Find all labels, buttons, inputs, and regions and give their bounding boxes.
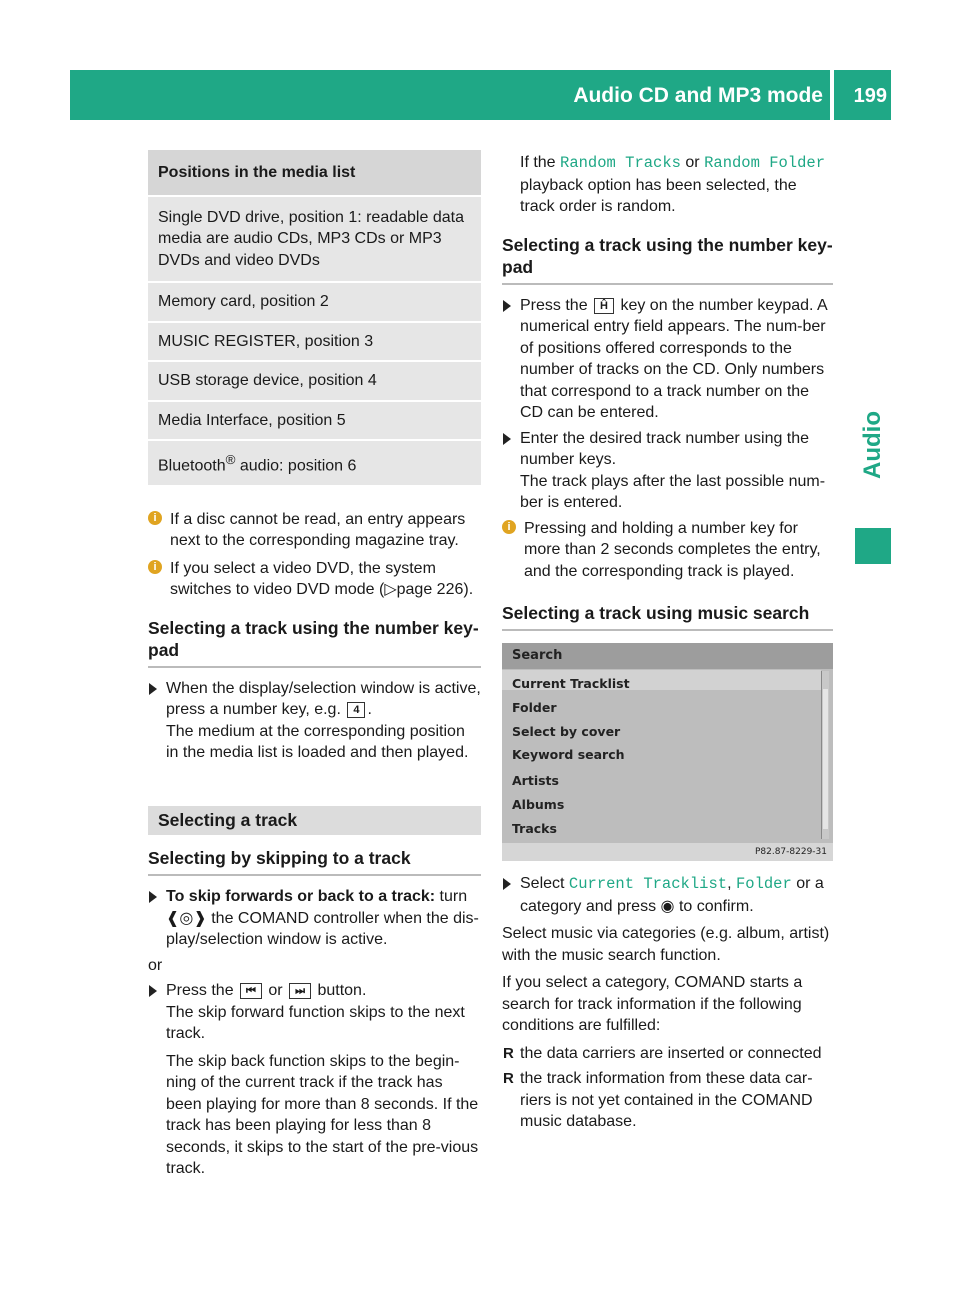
section-marker xyxy=(855,528,891,564)
search-menu-screenshot xyxy=(502,643,833,861)
or-separator: or xyxy=(148,956,163,974)
list-item: R the data carriers are inserted or connected xyxy=(502,1043,833,1065)
table-row: Memory card, position 2 xyxy=(148,282,481,322)
divider xyxy=(148,666,481,668)
section-tab-label: Audio xyxy=(859,411,886,479)
instruction-step: To skip forwards or back to a track: turn ❰◎❱ the COMAND controller when the dis-play/selection window is active. xyxy=(148,886,481,951)
option-random-folder: Random Folder xyxy=(704,154,826,172)
menu-item-tracks[interactable]: Tracks xyxy=(512,821,557,836)
info-note: i If you select a video DVD, the system switches to video DVD mode (▷page 226). xyxy=(148,558,481,601)
paragraph: Select music via categories (e.g. album, artist) with the music search function. xyxy=(502,925,830,964)
instruction-step: Press the ⏮ or ⏭ button. The skip forward function skips to the next track. xyxy=(148,980,481,1045)
step-arrow-icon xyxy=(149,985,157,997)
paragraph: The skip back function skips to the begin-ning of the current track if the track has been playing for more than 8 seconds. If the track has been playing for less than 8 seconds, it skips to the start of the pre-vious track. xyxy=(166,1052,479,1178)
controller-press-icon: ◉ xyxy=(660,897,675,915)
section-heading: Selecting a track using the number key-pad xyxy=(502,234,833,277)
table-row xyxy=(148,440,481,486)
scrollbar[interactable] xyxy=(821,671,829,839)
screen-title: Search xyxy=(502,643,833,669)
divider xyxy=(148,874,481,876)
list-item: R the track information from these data car-riers is not yet contained in the COMAND music database. xyxy=(503,1070,813,1130)
skip-forward-icon: ⏭ xyxy=(289,983,311,999)
instruction-step: Enter the desired track number using the number keys. The track plays after the last possible num-ber is entered. xyxy=(502,428,833,514)
bullet-icon: R xyxy=(503,1070,514,1087)
section-heading: Selecting a track using music search xyxy=(502,603,810,623)
step-arrow-icon xyxy=(503,433,511,445)
paragraph: If you select a category, COMAND starts a search for track information if the following conditions are fulfilled: xyxy=(502,974,803,1034)
table-heading: Positions in the media list xyxy=(148,150,481,196)
option-random-tracks: Random Tracks xyxy=(560,154,681,172)
option-current-tracklist: Current Tracklist xyxy=(568,875,728,893)
menu-item-keyword-search[interactable]: Keyword search xyxy=(512,747,625,762)
figure-code: P82.87-8229-31 xyxy=(502,843,833,861)
divider xyxy=(502,283,833,285)
page-header xyxy=(70,70,891,120)
step-arrow-icon xyxy=(149,683,157,695)
step-arrow-icon xyxy=(503,300,511,312)
section-tab xyxy=(855,390,891,500)
registered-mark: ® xyxy=(225,452,236,467)
number-key-4-icon: 4 xyxy=(347,702,365,718)
page-reference[interactable]: page 226 xyxy=(396,581,464,599)
divider xyxy=(502,629,833,631)
menu-item-artists[interactable]: Artists xyxy=(512,773,559,788)
instruction-step: When the display/selection window is active, press a number key, e.g. 4 . The medium at the corresponding position in the media list is loaded and then played. xyxy=(148,678,481,764)
controller-turn-icon: ❰◎❱ xyxy=(166,909,207,927)
section-heading: Selecting a track using the number key-pad xyxy=(148,617,479,660)
page-ref-arrow-icon: ▷ xyxy=(384,581,397,599)
right-column xyxy=(502,150,833,1133)
skip-back-icon: ⏮ xyxy=(240,983,262,999)
menu-item-current-tracklist[interactable]: Current Tracklist xyxy=(512,676,630,691)
instruction-step: Select Current Tracklist, Folder or a category and press ◉ to confirm. xyxy=(502,873,833,917)
info-note: i Pressing and holding a number key for more than 2 seconds completes the entry, and the corresponding track is played. xyxy=(502,518,833,583)
info-icon: i xyxy=(148,560,162,574)
media-list-table xyxy=(148,150,481,487)
paragraph: If the Random Tracks or Random Folder playback option has been selected, the track order is random. xyxy=(520,154,826,215)
table-row: USB storage device, position 4 xyxy=(148,361,481,401)
info-icon: i xyxy=(502,520,516,534)
instruction-step: Press the Ĥ key on the number keypad. A numerical entry field appears. The num-ber of positions offered corresponds to the number of tracks on the CD. Only numbers that correspond to a track number on the CD can be entered. xyxy=(502,295,833,424)
header-divider xyxy=(830,70,834,120)
menu-item-albums[interactable]: Albums xyxy=(512,797,565,812)
table-row: Single DVD drive, position 1: readable data media are audio CDs, MP3 CDs or MP3 DVDs and video DVDs xyxy=(148,196,481,283)
left-column xyxy=(148,150,481,1180)
menu-item-select-by-cover[interactable]: Select by cover xyxy=(512,724,621,739)
step-arrow-icon xyxy=(503,878,511,890)
header-title: Audio CD and MP3 mode xyxy=(573,84,823,107)
table-row: MUSIC REGISTER, position 3 xyxy=(148,322,481,362)
scrollbar-thumb[interactable] xyxy=(823,689,828,829)
option-folder: Folder xyxy=(735,875,792,893)
page-number: 199 xyxy=(853,85,887,107)
menu-item-folder[interactable]: Folder xyxy=(512,700,557,715)
step-arrow-icon xyxy=(149,891,157,903)
table-row: Media Interface, position 5 xyxy=(148,401,481,441)
hash-key-icon: Ĥ xyxy=(594,298,614,314)
info-note: i If a disc cannot be read, an entry appears next to the corresponding magazine tray. xyxy=(148,509,481,552)
section-band: Selecting a track xyxy=(148,806,481,836)
row-text: Bluetooth xyxy=(158,457,226,475)
section-heading: Selecting by skipping to a track xyxy=(148,848,411,869)
info-icon: i xyxy=(148,511,162,525)
bullet-icon: R xyxy=(503,1044,514,1062)
row-text: audio: position 6 xyxy=(235,457,357,475)
